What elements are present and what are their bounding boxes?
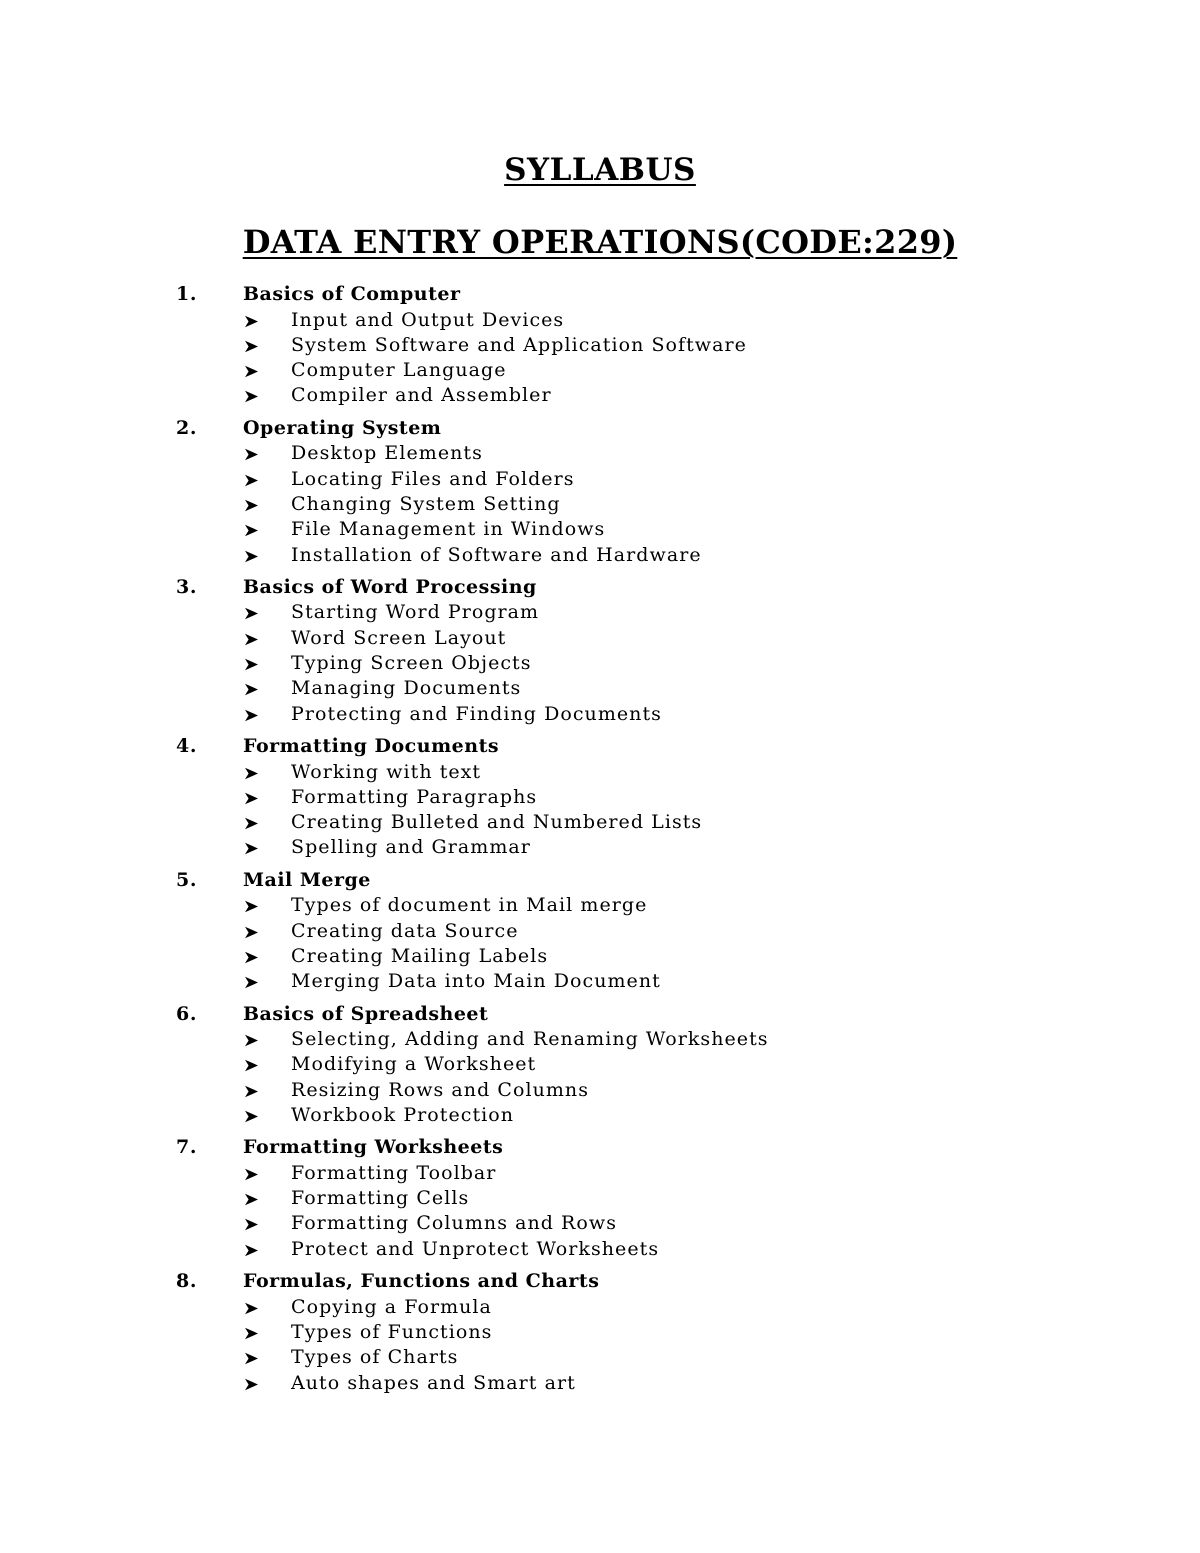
topic-text: Managing Documents: [291, 677, 522, 700]
arrowhead-bullet-icon: [244, 1186, 262, 1211]
topic-text: Selecting, Adding and Renaming Worksheets: [291, 1028, 769, 1051]
list-item: [0, 651, 1200, 676]
list-item: [0, 1345, 1200, 1370]
section-number: 6.: [176, 1002, 198, 1025]
topic-text: Types of document in Mail merge: [291, 894, 648, 917]
topic-text: Installation of Software and Hardware: [291, 543, 702, 566]
list-item: [0, 944, 1200, 969]
section-title: Mail Merge: [243, 868, 371, 891]
topic-list: [0, 760, 1200, 861]
list-item: [0, 1052, 1200, 1077]
section-title: Formatting Worksheets: [243, 1136, 504, 1159]
list-item: [0, 1371, 1200, 1396]
arrowhead-bullet-icon: [244, 760, 262, 785]
list-item: [0, 383, 1200, 408]
topic-text: Merging Data into Main Document: [291, 970, 661, 993]
topic-text: Types of Functions: [291, 1320, 493, 1343]
section-heading: [0, 282, 1200, 308]
arrowhead-bullet-icon: [244, 1211, 262, 1236]
section-number: 7.: [176, 1136, 198, 1159]
list-item: [0, 492, 1200, 517]
topic-list: [0, 1027, 1200, 1128]
topic-text: File Management in Windows: [291, 518, 606, 541]
topic-text: Creating Bulleted and Numbered Lists: [291, 811, 703, 834]
arrowhead-bullet-icon: [244, 651, 262, 676]
section-title: Operating System: [243, 416, 442, 439]
list-item: [0, 835, 1200, 860]
arrowhead-bullet-icon: [244, 1371, 262, 1396]
list-item: [0, 893, 1200, 918]
topic-list: [0, 600, 1200, 726]
topic-list: [0, 1295, 1200, 1396]
list-item: [0, 1295, 1200, 1320]
section-heading: [0, 1269, 1200, 1295]
arrowhead-bullet-icon: [244, 1345, 262, 1370]
list-item: [0, 1103, 1200, 1128]
topic-text: Auto shapes and Smart art: [291, 1371, 576, 1394]
topic-text: Compiler and Assembler: [291, 384, 552, 407]
arrowhead-bullet-icon: [244, 383, 262, 408]
syllabus-section: [0, 868, 1200, 995]
arrowhead-bullet-icon: [244, 441, 262, 466]
syllabus-section: [0, 1002, 1200, 1129]
arrowhead-bullet-icon: [244, 1027, 262, 1052]
section-heading: [0, 868, 1200, 894]
list-item: [0, 676, 1200, 701]
arrowhead-bullet-icon: [244, 358, 262, 383]
list-item: [0, 785, 1200, 810]
topic-list: [0, 1161, 1200, 1262]
section-heading: [0, 1002, 1200, 1028]
arrowhead-bullet-icon: [244, 810, 262, 835]
list-item: [0, 543, 1200, 568]
arrowhead-bullet-icon: [244, 492, 262, 517]
list-item: [0, 333, 1200, 358]
syllabus-sections: [0, 282, 1200, 1403]
topic-list: [0, 893, 1200, 994]
section-number: 8.: [176, 1270, 198, 1293]
section-heading: [0, 416, 1200, 442]
arrowhead-bullet-icon: [244, 517, 262, 542]
arrowhead-bullet-icon: [244, 1237, 262, 1262]
section-number: 2.: [176, 416, 198, 439]
syllabus-section: [0, 1269, 1200, 1396]
topic-text: System Software and Application Software: [291, 333, 747, 356]
section-heading: [0, 575, 1200, 601]
list-item: [0, 600, 1200, 625]
arrowhead-bullet-icon: [244, 835, 262, 860]
arrowhead-bullet-icon: [244, 785, 262, 810]
syllabus-section: [0, 416, 1200, 568]
topic-list: [0, 308, 1200, 409]
list-item: [0, 702, 1200, 727]
arrowhead-bullet-icon: [244, 467, 262, 492]
arrowhead-bullet-icon: [244, 702, 262, 727]
arrowhead-bullet-icon: [244, 333, 262, 358]
section-title: Basics of Spreadsheet: [243, 1002, 489, 1025]
list-item: [0, 1211, 1200, 1236]
topic-text: Desktop Elements: [291, 442, 483, 465]
arrowhead-bullet-icon: [244, 308, 262, 333]
topic-text: Copying a Formula: [291, 1295, 492, 1318]
topic-text: Workbook Protection: [291, 1103, 515, 1126]
arrowhead-bullet-icon: [244, 1078, 262, 1103]
topic-text: Modifying a Worksheet: [291, 1053, 537, 1076]
list-item: [0, 760, 1200, 785]
topic-text: Input and Output Devices: [291, 308, 565, 331]
arrowhead-bullet-icon: [244, 969, 262, 994]
arrowhead-bullet-icon: [244, 1103, 262, 1128]
section-number: 3.: [176, 575, 198, 598]
topic-text: Formatting Paragraphs: [291, 785, 538, 808]
arrowhead-bullet-icon: [244, 600, 262, 625]
page-subtitle: DATA ENTRY OPERATIONS(CODE:229): [242, 223, 958, 261]
list-item: [0, 810, 1200, 835]
topic-text: Creating data Source: [291, 919, 519, 942]
list-item: [0, 1320, 1200, 1345]
arrowhead-bullet-icon: [244, 1161, 262, 1186]
topic-list: [0, 441, 1200, 567]
topic-text: Protect and Unprotect Worksheets: [291, 1237, 660, 1260]
arrowhead-bullet-icon: [244, 944, 262, 969]
topic-text: Spelling and Grammar: [291, 836, 531, 859]
arrowhead-bullet-icon: [244, 919, 262, 944]
arrowhead-bullet-icon: [244, 676, 262, 701]
arrowhead-bullet-icon: [244, 543, 262, 568]
topic-text: Typing Screen Objects: [291, 652, 532, 675]
topic-text: Types of Charts: [291, 1346, 459, 1369]
topic-text: Locating Files and Folders: [291, 467, 575, 490]
list-item: [0, 626, 1200, 651]
topic-text: Computer Language: [291, 359, 507, 382]
topic-text: Starting Word Program: [291, 601, 540, 624]
section-heading: [0, 734, 1200, 760]
syllabus-section: [0, 1135, 1200, 1262]
section-number: 5.: [176, 868, 198, 891]
syllabus-section: [0, 734, 1200, 861]
section-title: Formulas, Functions and Charts: [243, 1270, 600, 1293]
section-number: 1.: [176, 283, 198, 305]
topic-text: Creating Mailing Labels: [291, 944, 549, 967]
list-item: [0, 1027, 1200, 1052]
list-item: [0, 1186, 1200, 1211]
list-item: [0, 308, 1200, 333]
list-item: [0, 441, 1200, 466]
list-item: [0, 1237, 1200, 1262]
topic-text: Resizing Rows and Columns: [291, 1078, 590, 1101]
section-title: Basics of Computer: [243, 283, 461, 305]
topic-text: Word Screen Layout: [291, 626, 507, 649]
list-item: [0, 1161, 1200, 1186]
topic-text: Formatting Toolbar: [291, 1161, 497, 1184]
topic-text: Changing System Setting: [291, 492, 561, 515]
page-title: SYLLABUS: [504, 152, 696, 188]
list-item: [0, 517, 1200, 542]
list-item: [0, 467, 1200, 492]
arrowhead-bullet-icon: [244, 626, 262, 651]
section-title: Formatting Documents: [243, 734, 500, 757]
section-title: Basics of Word Processing: [243, 575, 537, 598]
topic-text: Formatting Columns and Rows: [291, 1212, 618, 1235]
list-item: [0, 358, 1200, 383]
list-item: [0, 919, 1200, 944]
syllabus-section: [0, 575, 1200, 727]
topic-text: Working with text: [291, 760, 482, 783]
list-item: [0, 1078, 1200, 1103]
arrowhead-bullet-icon: [244, 1052, 262, 1077]
section-heading: [0, 1135, 1200, 1161]
section-number: 4.: [176, 734, 198, 757]
syllabus-section: [0, 282, 1200, 409]
arrowhead-bullet-icon: [244, 1295, 262, 1320]
topic-text: Formatting Cells: [291, 1187, 470, 1210]
topic-text: Protecting and Finding Documents: [291, 702, 662, 725]
arrowhead-bullet-icon: [244, 893, 262, 918]
list-item: [0, 969, 1200, 994]
arrowhead-bullet-icon: [244, 1320, 262, 1345]
